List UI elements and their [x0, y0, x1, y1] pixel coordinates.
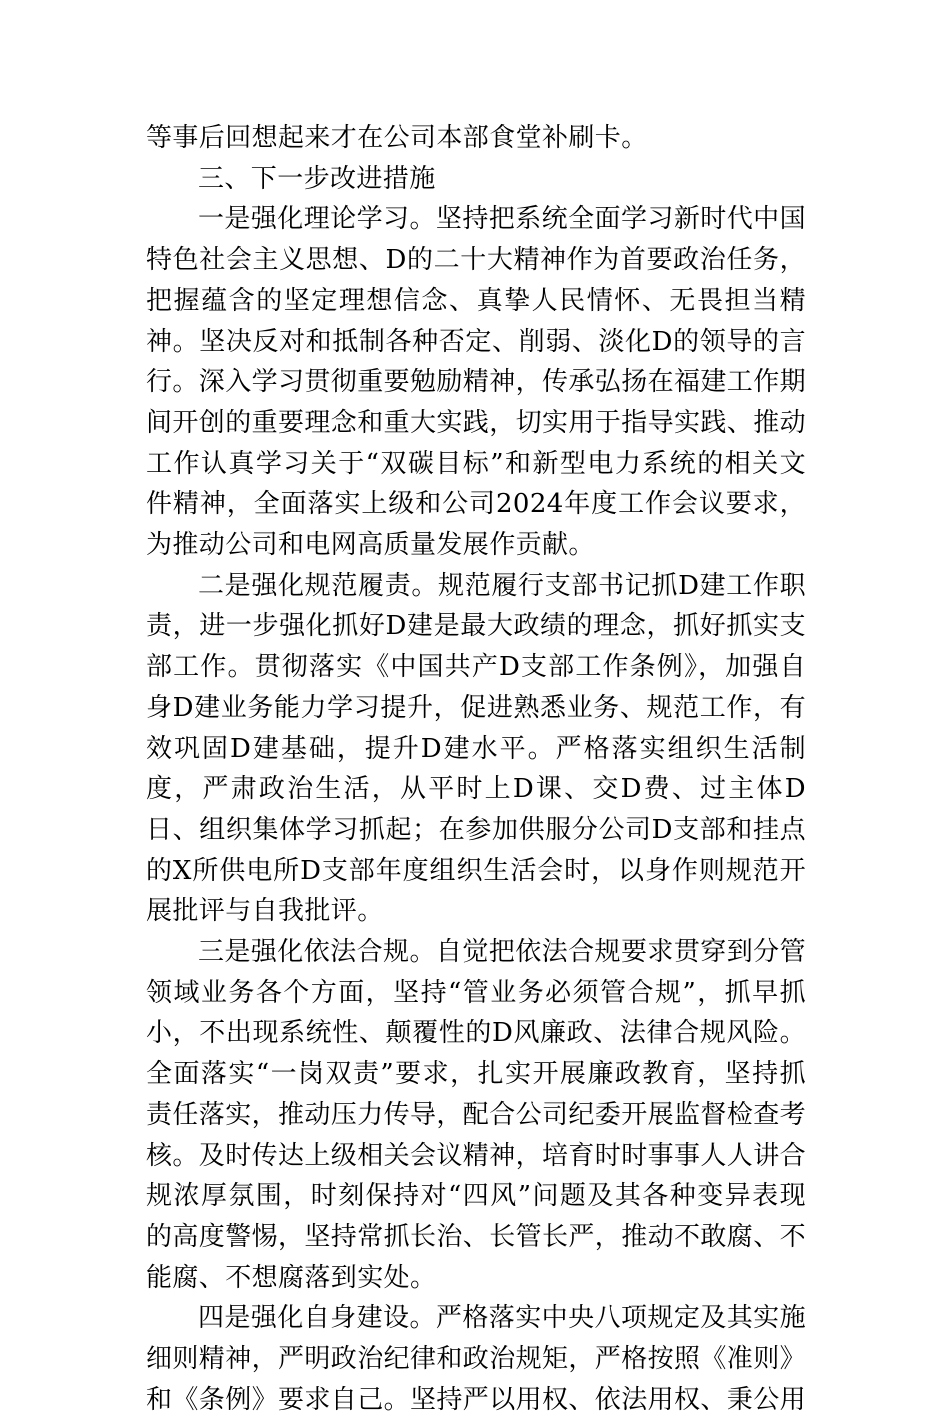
paragraph-legal-compliance: 三是强化依法合规。自觉把依法合规要求贯穿到分管领域业务各个方面，坚持“管业务必须管合规”，抓早抓小，不出现系统性、颠覆性的D风廉政、法律合规风险。全面落实“一岗双责”要求，扎实开展廉政教育，坚持抓责任落实，推动压力传导，配合公司纪委开展监督检查考核。及时传达上级相关会议精神，培育时时事事人人讲合规浓厚氛围，时刻保持对“四风”问题及其各种变异表现的高度警惕，坚持常抓长治、长管长严，推动不敢腐、不能腐、不想腐落到实处。: [146, 937, 807, 1293]
continuation-text: 等事后回想起来才在公司本部食堂补刷卡。: [146, 123, 648, 153]
paragraph-duty-performance: 二是强化规范履责。规范履行支部书记抓D建工作职责，进一步强化抓好D建是最大政绩的理念，抓好抓实支部工作。贯彻落实《中国共产D支部工作条例》，加强自身D建业务能力学习提升，促进熟悉业务、规范工作，有效巩固D建基础，提升D建水平。严格落实组织生活制度，严肃政治生活，从平时上D课、交D费、过主体D日、组织集体学习抓起；在参加供服分公司D支部和挂点的X所供电所D支部年度组织生活会时，以身作则规范开展批评与自我批评。: [146, 570, 806, 927]
paragraph-self-construction: 四是强化自身建设。严格落实中央八项规定及其实施细则精神，严明政治纪律和政治规矩，严格按照《准则》和《条例》要求自己。坚持严以用权、依法用权、秉公用: [146, 1303, 807, 1415]
document-page: [146, 118, 806, 1421]
paragraph-theory-study: 一是强化理论学习。坚持把系统全面学习新时代中国特色社会主义思想、D的二十大精神作为首要政治任务，把握蕴含的坚定理想信念、真挚人民情怀、无畏担当精神。坚决反对和抵制各种否定、削弱、淡化D的领导的言行。深入学习贯彻重要勉励精神，传承弘扬在福建工作期间开创的重要理念和重大实践，切实用于指导实践、推动工作认真学习关于“双碳目标”和新型电力系统的相关文件精神，全面落实上级和公司2024年度工作会议要求，为推动公司和电网高质量发展作贡献。: [146, 204, 807, 561]
section-heading: 三、下一步改进措施: [198, 163, 436, 194]
